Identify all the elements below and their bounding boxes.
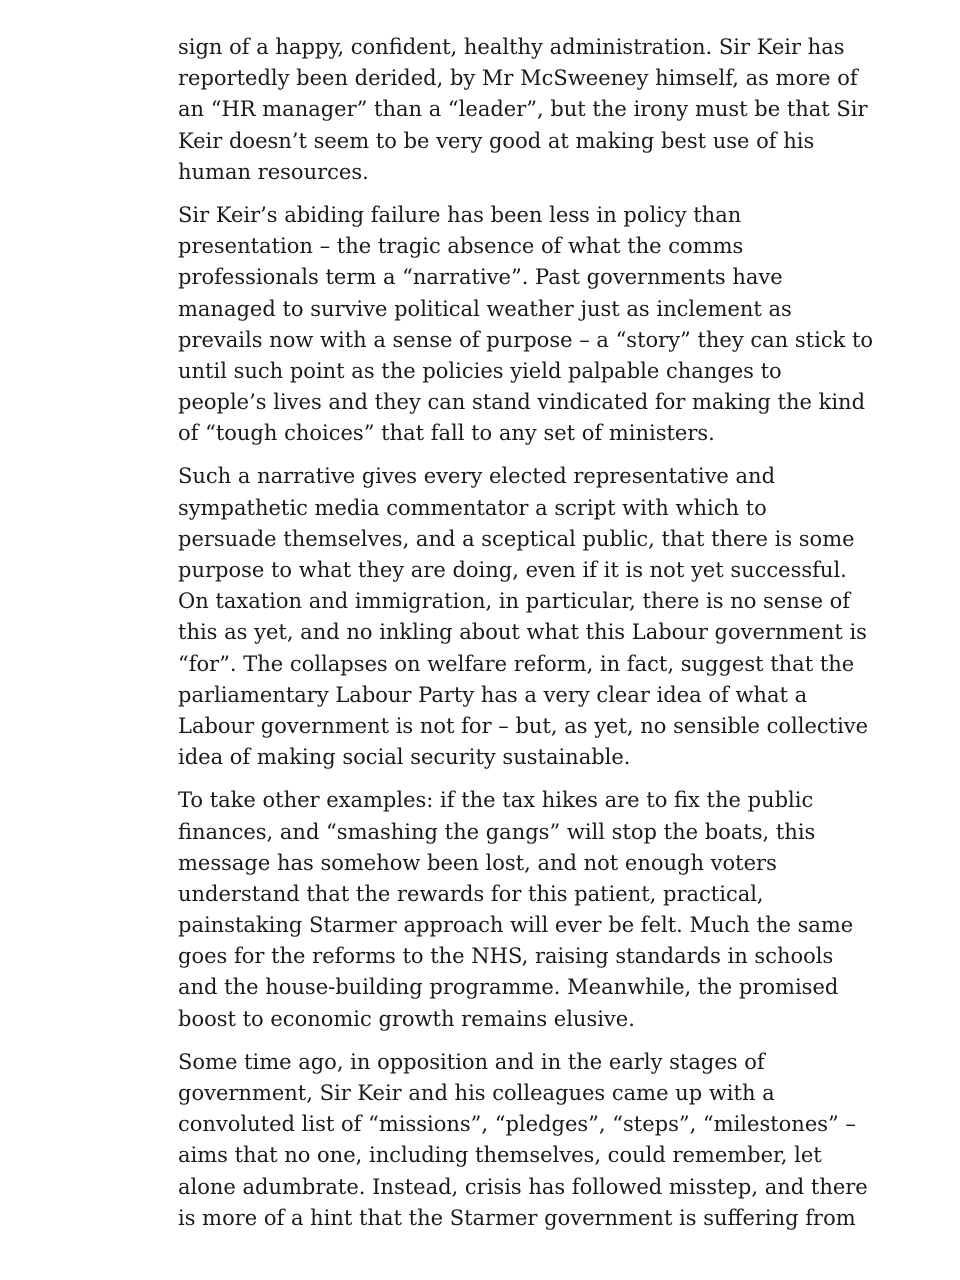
text-line: purpose to what they are doing, even if it is not yet successful. (178, 558, 847, 582)
text-line: parliamentary Labour Party has a very clear idea of what a (178, 682, 808, 707)
text-line: Sir Keir’s abiding failure has been less in policy than (178, 202, 742, 227)
text-line: this as yet, and no inkling about what this Labour government is (178, 620, 867, 645)
text-line: Keir doesn’t seem to be very good at making best use of his (178, 128, 815, 153)
text-line: human resources. (178, 159, 369, 184)
text-line: Labour government is not for – but, as yet, no sensible collective (178, 713, 869, 738)
text-line: presentation – the tragic absence of what the comms (178, 234, 744, 259)
paragraph-1 (178, 32, 868, 188)
text-line: Some time ago, in opposition and in the early stages of (178, 1049, 765, 1074)
text-line: of “tough choices” that fall to any set of ministers. (178, 421, 715, 446)
text-line: convoluted list of “missions”, “pledges”, “steps”, “milestones” – (178, 1112, 856, 1137)
text-line: government, Sir Keir and his colleagues came up with a (178, 1081, 775, 1105)
text-line: professionals term a “narrative”. Past governments have (178, 265, 783, 290)
paragraph-5 (178, 1047, 868, 1234)
text-line: painstaking Starmer approach will ever be felt. Much the same (178, 913, 854, 938)
text-line: aims that no one, including themselves, could remember, let (178, 1143, 822, 1168)
text-line: sign of a happy, confident, healthy administration. Sir Keir has (178, 35, 845, 59)
text-line: To take other examples: if the tax hikes are to fix the public (178, 788, 814, 813)
text-line: finances, and “smashing the gangs” will stop the boats, this (178, 819, 816, 844)
text-line: is more of a hint that the Starmer government is suffering from (178, 1205, 856, 1230)
text-line: sympathetic media commentator a script with which to (178, 495, 767, 520)
paragraph-2 (178, 200, 874, 450)
text-line: prevails now with a sense of purpose – a “story” they can stick to (178, 327, 874, 352)
paragraph-4 (178, 785, 854, 1035)
text-line: an “HR manager” than a “leader”, but the irony must be that Sir (178, 97, 868, 122)
text-line: boost to economic growth remains elusive. (178, 1006, 635, 1031)
article-body (178, 32, 874, 1246)
text-line: and the house-building programme. Meanwhile, the promised (178, 975, 839, 1000)
text-line: until such point as the policies yield palpable changes to (178, 358, 782, 383)
text-line: On taxation and immigration, in particular, there is no sense of (178, 589, 851, 614)
text-line: goes for the reforms to the NHS, raising standards in schools (178, 944, 834, 969)
text-line: Such a narrative gives every elected representative and (178, 464, 776, 489)
text-line: “for”. The collapses on welfare reform, in fact, suggest that the (178, 651, 855, 676)
text-line: managed to survive political weather just as inclement as (178, 296, 792, 321)
text-line: alone adumbrate. Instead, crisis has followed misstep, and there (178, 1174, 868, 1199)
text-line: reportedly been derided, by Mr McSweeney himself, as more of (178, 66, 858, 91)
paragraph-3 (178, 461, 869, 773)
text-line: idea of making social security sustainable. (178, 745, 631, 770)
text-line: understand that the rewards for this patient, practical, (178, 881, 764, 906)
text-line: people’s lives and they can stand vindicated for making the kind (178, 390, 866, 415)
text-line: message has somehow been lost, and not enough voters (178, 850, 777, 875)
text-line: persuade themselves, and a sceptical public, that there is some (178, 526, 855, 551)
